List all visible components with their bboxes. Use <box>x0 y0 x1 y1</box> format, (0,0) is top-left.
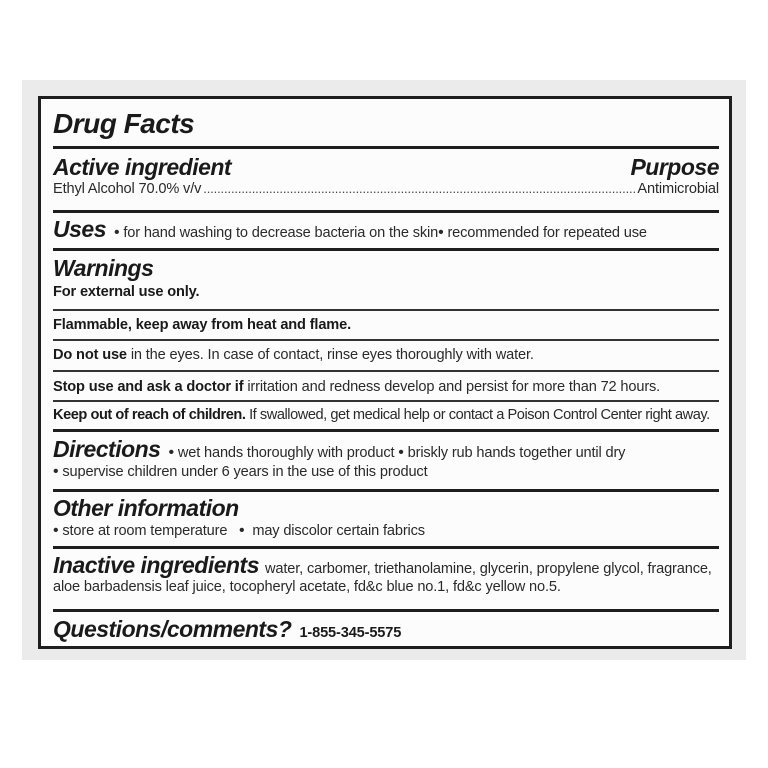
do-not-use-text: in the eyes. In case of contact, rinse eyes thoroughly with water. <box>130 347 534 363</box>
keep-out-section <box>53 402 719 432</box>
active-ingredient-name: Ethyl Alcohol 70.0% v/v <box>53 181 202 197</box>
warnings-heading-section <box>53 251 719 311</box>
uses-bullet-1: • for hand washing to decrease bacteria on the skin• recommended for repeated use <box>113 224 647 241</box>
directions-row-1 <box>53 436 719 463</box>
stop-use-row <box>53 379 719 395</box>
other-information-heading: Other information <box>53 495 239 521</box>
title-section <box>53 99 719 149</box>
directions-row-2: • supervise children under 6 years in the use of this product <box>53 463 428 480</box>
keep-out-text: If swallowed, get medical help or contact a Poison Control Center right away. <box>249 407 710 423</box>
dot-leader <box>203 181 635 196</box>
inactive-line-2: aloe barbadensis leaf juice, tocopheryl acetate, fd&c blue no.1, fd&c yellow no.5. <box>53 579 561 595</box>
stop-use-label: Stop use and ask a doctor if <box>53 379 244 395</box>
other-information-section <box>53 492 719 549</box>
active-ingredient-row <box>53 181 719 197</box>
warnings-heading: Warnings <box>53 255 154 281</box>
drug-facts-title: Drug Facts <box>53 108 195 139</box>
purpose-heading: Purpose <box>630 154 719 180</box>
questions-phone: 1-855-345-5575 <box>299 625 402 641</box>
uses-heading: Uses <box>53 216 106 242</box>
directions-section <box>53 432 719 492</box>
keep-out-row <box>53 407 719 423</box>
flammable-text: Flammable, keep away from heat and flame. <box>53 317 351 333</box>
uses-row <box>53 216 719 243</box>
questions-row <box>53 616 719 643</box>
do-not-use-row <box>53 347 719 363</box>
inactive-row-1 <box>53 552 719 579</box>
questions-section <box>53 612 719 646</box>
uses-section <box>53 213 719 251</box>
active-ingredient-purpose: Antimicrobial <box>637 181 719 197</box>
do-not-use-label: Do not use <box>53 347 127 363</box>
directions-items-1: • wet hands thoroughly with product • briskly rub hands together until dry <box>168 444 626 461</box>
stop-use-section <box>53 372 719 402</box>
drug-facts-panel <box>38 96 732 649</box>
stop-use-text: irritation and redness develop and persist for more than 72 hours. <box>247 379 661 395</box>
other-information-items: • store at room temperature • may discolor certain fabrics <box>53 522 425 539</box>
active-heading-row <box>53 154 719 181</box>
external-use-text: For external use only. <box>53 284 200 300</box>
inactive-ingredients-section <box>53 549 719 612</box>
directions-item-3: supervise children under 6 years in the use of this product <box>62 464 428 480</box>
active-ingredient-heading: Active ingredient <box>53 154 232 180</box>
inactive-line-1: water, carbomer, triethanolamine, glycerin, propylene glycol, fragrance, <box>265 561 712 577</box>
uses-item-2: recommended for repeated use <box>447 225 647 241</box>
flammable-section <box>53 311 719 341</box>
inactive-ingredients-heading: Inactive ingredients <box>53 552 260 578</box>
active-ingredient-section <box>53 149 719 213</box>
questions-heading: Questions/comments? <box>53 616 292 642</box>
keep-out-label: Keep out of reach of children. <box>53 407 246 423</box>
directions-heading: Directions <box>53 436 161 462</box>
do-not-use-section <box>53 341 719 372</box>
